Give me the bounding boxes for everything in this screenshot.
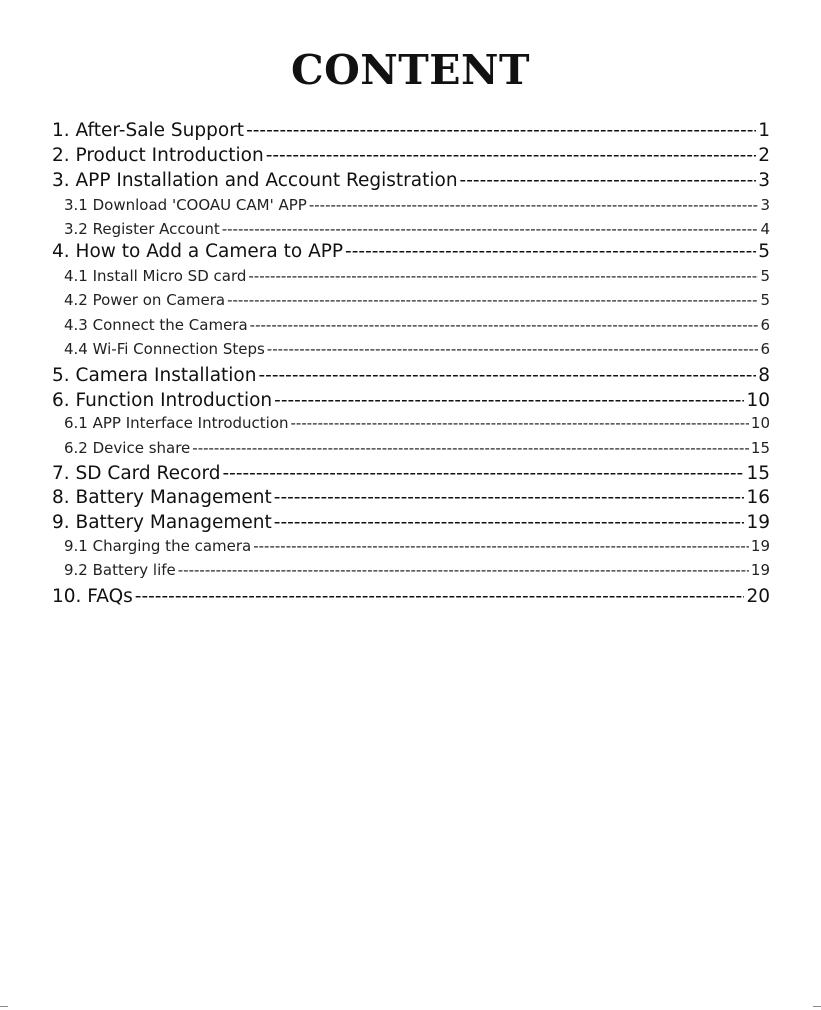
toc-entry-page: 10 bbox=[746, 390, 770, 411]
dot-leader bbox=[222, 461, 744, 487]
toc-subentry[interactable] bbox=[64, 337, 770, 361]
toc-entry-page: 19 bbox=[750, 561, 770, 579]
page-title: CONTENT bbox=[290, 46, 531, 94]
toc-entry-label: 4. How to Add a Camera to APP bbox=[52, 241, 344, 262]
toc-entry-label: 6.1 APP Interface Introduction bbox=[64, 414, 289, 432]
toc-entry-label: 9.2 Battery life bbox=[64, 561, 176, 579]
toc-entry-page: 15 bbox=[746, 463, 770, 484]
page-edge-mark bbox=[813, 1006, 821, 1007]
dot-leader bbox=[309, 193, 759, 217]
dot-leader bbox=[178, 558, 749, 582]
toc-entry-label: 4.1 Install Micro SD card bbox=[64, 267, 247, 285]
toc-entry-page: 8 bbox=[758, 365, 770, 386]
toc-entry-page: 4 bbox=[760, 220, 770, 238]
toc-entry-page: 19 bbox=[750, 537, 770, 555]
toc-subentry[interactable] bbox=[64, 264, 770, 288]
toc-entry[interactable] bbox=[52, 118, 770, 144]
toc-entry-label: 5. Camera Installation bbox=[52, 365, 257, 386]
dot-leader bbox=[267, 337, 759, 361]
toc-entry-label: 7. SD Card Record bbox=[52, 463, 221, 484]
toc-entry-page: 5 bbox=[758, 241, 770, 262]
dot-leader bbox=[266, 143, 757, 169]
toc-entry[interactable] bbox=[52, 510, 770, 536]
dot-leader bbox=[258, 363, 756, 389]
toc-entry-page: 1 bbox=[758, 120, 770, 141]
toc-entry[interactable] bbox=[52, 143, 770, 169]
toc-entry[interactable] bbox=[52, 485, 770, 511]
toc-entry-page: 6 bbox=[760, 340, 770, 358]
toc-entry-label: 10. FAQs bbox=[52, 586, 133, 607]
toc-entry-page: 15 bbox=[750, 439, 770, 457]
toc-entry-label: 2. Product Introduction bbox=[52, 145, 264, 166]
toc-entry-page: 19 bbox=[746, 512, 770, 533]
toc-entry-page: 2 bbox=[758, 145, 770, 166]
toc-entry-label: 6.2 Device share bbox=[64, 439, 191, 457]
toc-subentry[interactable] bbox=[64, 411, 770, 435]
toc-subentry[interactable] bbox=[64, 217, 770, 241]
toc-entry-page: 5 bbox=[760, 267, 770, 285]
toc-entry-page: 10 bbox=[750, 414, 770, 432]
toc-entry-page: 6 bbox=[760, 316, 770, 334]
toc-entry[interactable] bbox=[52, 584, 770, 610]
dot-leader bbox=[345, 239, 756, 265]
toc-entry-label: 3.2 Register Account bbox=[64, 220, 220, 238]
toc-entry[interactable] bbox=[52, 168, 770, 194]
toc-entry[interactable] bbox=[52, 363, 770, 389]
dot-leader bbox=[253, 534, 749, 558]
toc-entry-label: 4.3 Connect the Camera bbox=[64, 316, 248, 334]
toc-entry-page: 20 bbox=[746, 586, 770, 607]
toc-entry-label: 4.2 Power on Camera bbox=[64, 291, 226, 309]
toc-subentry[interactable] bbox=[64, 534, 770, 558]
dot-leader bbox=[460, 168, 757, 194]
toc-entry-label: 9. Battery Management bbox=[52, 512, 272, 533]
toc-entry-page: 5 bbox=[760, 291, 770, 309]
toc-entry-label: 4.4 Wi-Fi Connection Steps bbox=[64, 340, 265, 358]
dot-leader bbox=[250, 313, 759, 337]
toc-subentry[interactable] bbox=[64, 313, 770, 337]
toc-entry-page: 3 bbox=[758, 170, 770, 191]
dot-leader bbox=[291, 411, 749, 435]
toc-entry-label: 9.1 Charging the camera bbox=[64, 537, 252, 555]
toc-entry-page: 16 bbox=[746, 487, 770, 508]
toc-entry-label: 3. APP Installation and Account Registration bbox=[52, 170, 458, 191]
dot-leader bbox=[274, 485, 745, 511]
toc-subentry[interactable] bbox=[64, 193, 770, 217]
dot-leader bbox=[246, 118, 756, 144]
toc-subentry[interactable] bbox=[64, 288, 770, 312]
toc-entry-label: 8. Battery Management bbox=[52, 487, 272, 508]
toc-entry[interactable] bbox=[52, 461, 770, 487]
toc-subentry[interactable] bbox=[64, 436, 770, 460]
toc-entry[interactable] bbox=[52, 239, 770, 265]
page-edge-mark bbox=[0, 1006, 8, 1007]
toc-entry-label: 3.1 Download 'COOAU CAM' APP bbox=[64, 196, 307, 214]
dot-leader bbox=[192, 436, 749, 460]
toc-subentry[interactable] bbox=[64, 558, 770, 582]
toc-entry-page: 3 bbox=[760, 196, 770, 214]
dot-leader bbox=[274, 510, 745, 536]
dot-leader bbox=[222, 217, 759, 241]
dot-leader bbox=[248, 264, 758, 288]
toc-entry-label: 1. After-Sale Support bbox=[52, 120, 245, 141]
dot-leader bbox=[227, 288, 758, 312]
toc-entry-label: 6. Function Introduction bbox=[52, 390, 273, 411]
dot-leader bbox=[135, 584, 745, 610]
